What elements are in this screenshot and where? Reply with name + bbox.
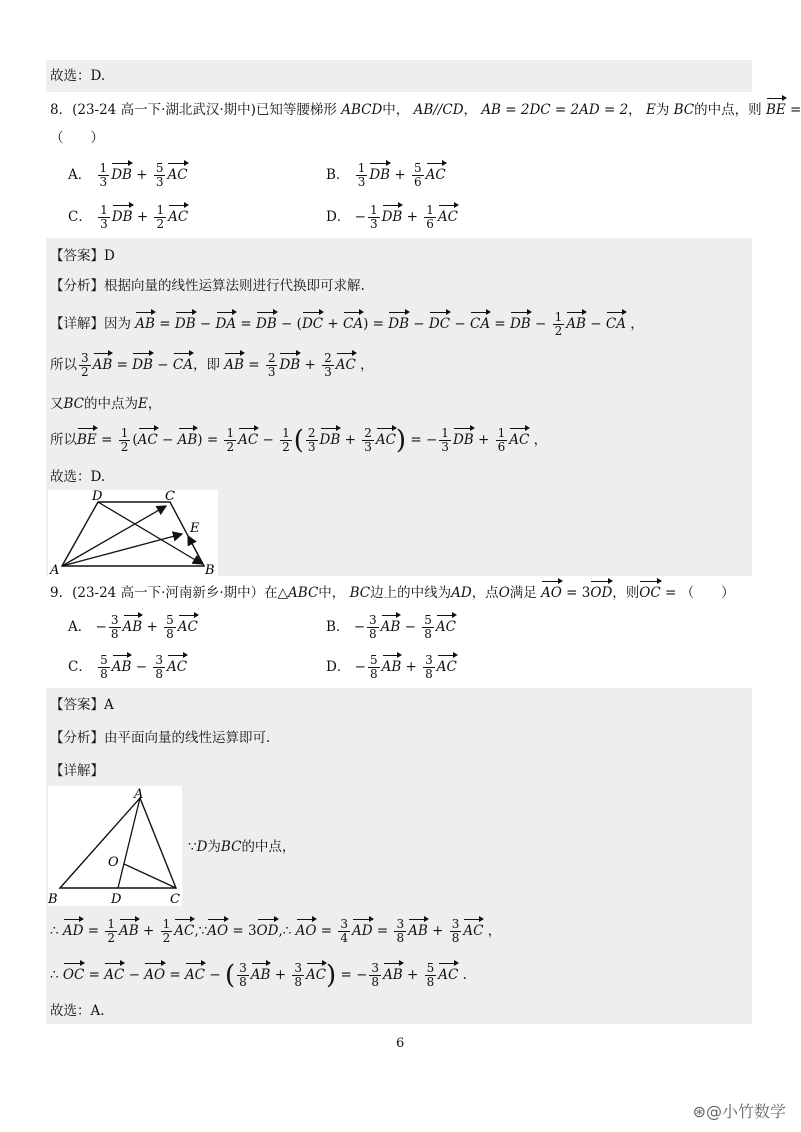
q9-b-frac1: $\frac{3}{8}$: [369, 613, 377, 641]
q9-a-frac1: $\frac{3}{8}$: [110, 613, 119, 641]
vector-ae: [62, 534, 182, 566]
q9-c-frac2: $\frac{3}{8}$: [155, 653, 163, 681]
q9-option-c[interactable]: C． $\frac{5}{8}$ AB − $\frac{3}{8}$ AC: [68, 653, 188, 681]
q9-answer: 【答案】A: [50, 697, 114, 713]
q8-c-frac2: $\frac{1}{2}$: [156, 203, 165, 231]
watermark: ⊛@小竹数学: [692, 1102, 786, 1121]
q9-option-b[interactable]: B． − $\frac{3}{8}$ AB − $\frac{5}{8}$ AC: [326, 613, 456, 641]
q8-option-c[interactable]: C． $\frac{1}{3}$ DB + $\frac{1}{2}$ AC: [68, 203, 189, 231]
label-o: O: [108, 855, 119, 870]
q9-option-a[interactable]: A． − $\frac{3}{8}$ AB + $\frac{5}{8}$ AC: [68, 613, 198, 641]
q8-b-frac2: $\frac{5}{6}$: [414, 161, 422, 189]
q9-d-frac2: $\frac{3}{8}$: [425, 653, 433, 681]
page-number: 6: [396, 1036, 405, 1051]
label-c: C: [165, 489, 175, 504]
median-ad: [118, 798, 140, 888]
vector-be: [188, 536, 204, 566]
prev-conclusion: 故选：D.: [50, 68, 106, 84]
label-a: A: [50, 563, 60, 578]
q8-paren: （ ）: [50, 130, 104, 146]
q9-because: ∵D为BC的中点，: [188, 839, 296, 855]
watermark-logo-icon: ⊛@: [692, 1102, 722, 1121]
q8-detail-eq1: 【详解】因为 AB = DB − DA = DB − (DC + CA) = DB − DC − CA = DB − $\frac{1}{2}$ AB − CA ，: [50, 310, 644, 338]
label-b: B: [48, 892, 58, 907]
q8-trapezoid-figure: [48, 490, 218, 576]
q8-analysis: 【分析】根据向量的线性运算法则进行代换即可求解.: [50, 278, 365, 294]
q9-detail-eq2: ∴ OC = AC − AO = AC − ( $\frac{3}{8}$ AB + $\frac{3}{8}$ AC) = − $\frac{3}{8}$ AB + $\frac{5}{8}$ AC .: [50, 960, 467, 991]
q9-c-frac1: $\frac{5}{8}$: [100, 653, 108, 681]
q8-option-b[interactable]: B． $\frac{1}{3}$ DB + $\frac{5}{6}$ AC: [326, 161, 446, 189]
q9-stem: 9．(23-24 高一下·河南新乡·期中）在△ABC中， BC边上的中线为AD，点O满足 AO = 3OD，则OC = （ ）: [50, 580, 735, 604]
q9-triangle-svg: [48, 786, 182, 906]
q8-option-d[interactable]: D． − $\frac{1}{3}$ DB + $\frac{1}{6}$ AC: [326, 203, 458, 231]
label-c: C: [170, 892, 180, 907]
q9-b-frac2: $\frac{5}{8}$: [424, 613, 432, 641]
q9-option-d[interactable]: D． − $\frac{5}{8}$ AB + $\frac{3}{8}$ AC: [326, 653, 457, 681]
q8-detail-mid: 又BC的中点为E，: [50, 396, 162, 412]
q9-triangle-figure: [48, 786, 182, 906]
trapezoid-outline: [62, 502, 204, 566]
q8-detail-eq2: 所以 $\frac{3}{2}$ AB = DB − CA，即 AB = $\frac{2}{3}$ DB + $\frac{2}{3}$ AC ，: [50, 351, 374, 379]
q8-a-frac1: $\frac{1}{3}$: [99, 161, 108, 189]
triangle-abc: [60, 798, 176, 888]
vector-ac: [62, 506, 166, 566]
q9-conclusion: 故选：A.: [50, 1003, 105, 1019]
q8-d-frac2: $\frac{1}{6}$: [426, 203, 434, 231]
q9-analysis: 【分析】由平面向量的线性运算即可.: [50, 730, 271, 746]
q8-answer: 【答案】D: [50, 248, 115, 264]
label-b: B: [205, 563, 215, 578]
q8-detail-eq3: 所以BE = $\frac{1}{2}$ (AC − AB) = $\frac{1}{2}$ AC − $\frac{1}{2}$ ( $\frac{2}{3}$ DB + $\frac{2}{3}$ AC) = − $\frac{1}{3}$ DB + $\frac{1}{6}$ AC ，: [50, 425, 548, 456]
q9-d-frac1: $\frac{5}{8}$: [369, 653, 378, 681]
q9-detail-tag: 【详解】: [50, 763, 104, 779]
q8-option-a[interactable]: A． $\frac{1}{3}$ DB + $\frac{5}{3}$ AC: [68, 161, 188, 189]
q8-trapezoid-svg: [48, 490, 218, 576]
q8-c-frac1: $\frac{1}{3}$: [100, 203, 108, 231]
q8-a-frac2: $\frac{5}{3}$: [155, 161, 164, 189]
label-d: D: [92, 489, 103, 504]
q8-b-frac1: $\frac{1}{3}$: [357, 161, 366, 189]
q8-conclusion: 故选：D.: [50, 469, 106, 485]
q8-d-frac1: $\frac{1}{3}$: [369, 203, 378, 231]
q8-stem: 8．(23-24 高一下·湖北武汉·期中)已知等腰梯形 ABCD中， AB//CD， AB = 2DC = 2AD = 2， E为 BC的中点，则 BE =: [50, 97, 801, 121]
prev-solution-shade: [46, 60, 752, 92]
q9-detail-eq1: ∴ AD = $\frac{1}{2}$ AB + $\frac{1}{2}$ AC,∵AO = 3OD,∴ AO = $\frac{3}{4}$ AD = $\frac{3}{8}$ AB + $\frac{3}{8}$ AC ，: [50, 917, 502, 945]
q9-a-frac2: $\frac{5}{8}$: [166, 613, 174, 641]
label-a: A: [134, 787, 144, 802]
label-e: E: [190, 521, 200, 536]
label-d: D: [111, 892, 122, 907]
